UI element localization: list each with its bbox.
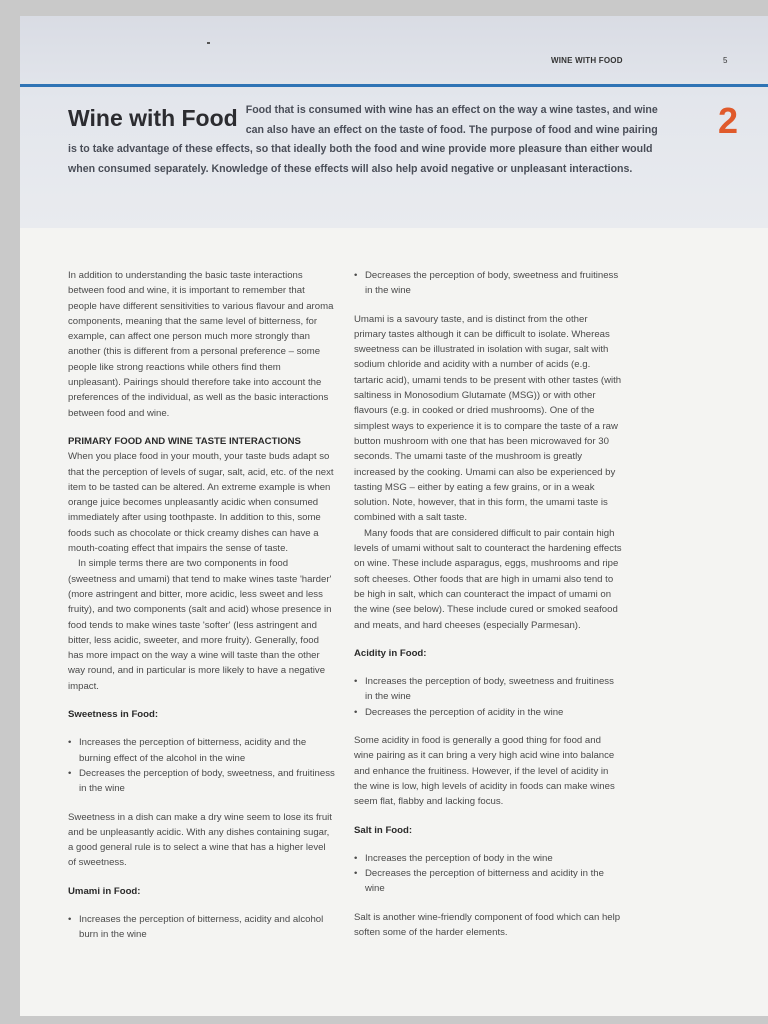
left-column (68, 268, 336, 956)
header-rule (20, 84, 768, 87)
umami-list-continued (354, 268, 622, 299)
acidity-list (354, 674, 622, 720)
section-heading: PRIMARY FOOD AND WINE TASTE INTERACTIONS (68, 435, 301, 447)
sweetness-list (68, 735, 336, 796)
list-item: • Decreases the perception of acidity in the wine (354, 705, 622, 720)
chapter-intro (68, 101, 658, 179)
list-item: • Decreases the perception of body, sweetness and fruitiness in the wine (354, 268, 622, 299)
paragraph: Salt is another wine-friendly component of food which can help soften some of the harder elements. (354, 911, 621, 938)
sweetness-heading: Sweetness in Food: (68, 709, 159, 721)
paragraph: Many foods that are considered difficult to pair contain high levels of umami without salt to counteract the hardening effects on wine. These include asparagus, eggs, mushrooms and ripe soft cheeses. Other foods that are high in umami also tend to be high in salt, which can counteract the impact of umami on the wine (see below). These include cured or smoked seafood and meats, and hard cheeses (especially Parmesan). (354, 527, 622, 631)
acidity-heading: Acidity in Food: (354, 647, 427, 659)
chapter-title: Wine with Food (68, 105, 238, 131)
paragraph: In addition to understanding the basic taste interactions between food and wine, it is important to remember that people have different sensitivities to various flavour and aroma components, meaning that the same level of bitterness, for example, can affect one person much more strongly than another (this is different from a personal preference – some people like strong reactions while others find them unpleasant). Pairings should therefore take into account the preferences of the individual, as well as the basic interactions between food and wine. (68, 270, 334, 419)
salt-heading: Salt in Food: (354, 824, 413, 836)
running-head: WINE WITH FOOD (551, 56, 623, 65)
chapter-number: 2 (718, 100, 739, 141)
paragraph: Sweetness in a dish can make a dry wine seem to lose its fruit and be unpleasantly acidic. With any dishes containing sugar, a good general rule is to select a wine that has a higher level of sweetness. (68, 811, 332, 869)
list-item: • Increases the perception of body in the wine (354, 851, 622, 866)
right-column (354, 268, 622, 953)
list-item: • Increases the perception of bitterness, acidity and the burning effect of the alcohol in the wine (68, 735, 336, 766)
list-item: • Increases the perception of bitterness, acidity and alcohol burn in the wine (68, 912, 336, 943)
scan-mark (207, 42, 210, 44)
list-item: • Increases the perception of body, sweetness and fruitiness in the wine (354, 674, 622, 705)
umami-list (68, 912, 336, 943)
salt-list (354, 851, 622, 897)
list-item: • Decreases the perception of body, sweetness, and fruitiness in the wine (68, 766, 336, 797)
paragraph: When you place food in your mouth, your taste buds adapt so that the perception of levels of sugar, salt, acid, etc. of the next item to be tasted can be altered. An extreme example is when orange juice becomes unpleasantly acidic when consumed immediately after using toothpaste. In addition to this, some foods such as chocolate or thick creamy dishes can have a mouth-coating effect that impairs the sense of taste. (68, 451, 334, 555)
list-item: • Decreases the perception of bitterness and acidity in the wine (354, 866, 622, 897)
book-page (20, 16, 768, 1016)
paragraph: Some acidity in food is generally a good thing for food and wine pairing as it can bring a very high acid wine into balance and enhance the fruitiness. However, if the level of acidity in the wine is low, high levels of acidity in foods can make wines seem flat, flabby and lacking focus. (354, 735, 615, 808)
page-number: 5 (723, 56, 728, 65)
intro-text: Food that is consumed with wine has an effect on the way a wine tastes, and wine can also have an effect on the taste of food. The purpose of food and wine pairing is to take advantage of these effects, so that ideally both the food and wine provide more pleasure than either would when consumed separately. Knowledge of these effects will also help avoid negative or unpleasant interactions. (68, 104, 658, 175)
umami-heading: Umami in Food: (68, 885, 141, 897)
paragraph: Umami is a savoury taste, and is distinct from the other primary tastes although it can be difficult to isolate. Whereas sweetness can be illustrated in isolation with sugar, salt with sodium chloride and acidity with a number of acids (e.g. tartaric acid), umami tends to be present with other tastes (with saltiness in Monosodium Glutamate (MSG)) or with other flavours (e.g. in cooked or dried mushrooms). One of the simplest ways to experience it is to compare the taste of a raw button mushroom with one that has been microwaved for 30 seconds. The umami taste of the mushroom is greatly increased by the cooking. Umami can also be experienced by tasting MSG – either by eating a few grains, or in a weak solution. Note, however, that in this form, the umami taste is combined with a salt taste. (354, 313, 622, 524)
paragraph: In simple terms there are two components in food (sweetness and umami) that tend to make wines taste 'harder' (more astringent and bitter, more acidic, less sweet and less fruity), and two components (salt and acid) whose presence in food tends to make wines taste 'softer' (less astringent and bitter, less acidic, sweeter, and more fruity). Generally, food has more impact on the way a wine will taste than the other way round, and in particular is more likely to have a negative impact. (68, 558, 332, 692)
